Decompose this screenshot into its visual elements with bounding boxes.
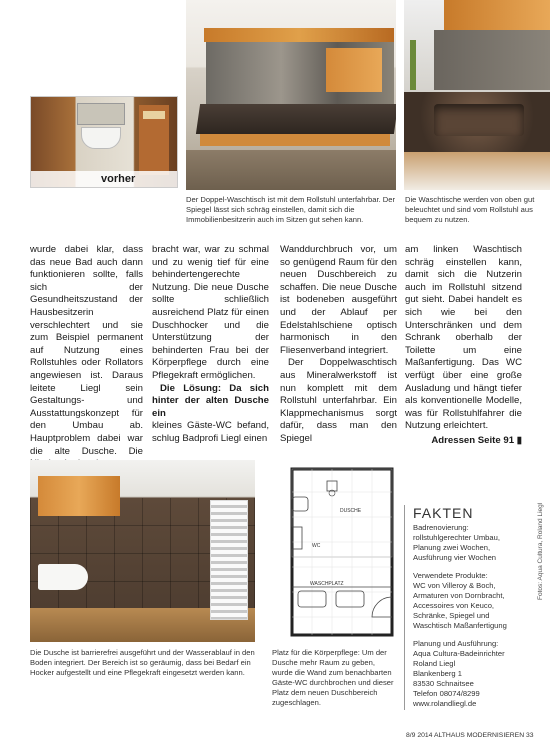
body-text: Wanddurchbruch vor, um so genügend Raum für den neuen Duschbereich zu schaffen. Die neue Dusche ist bodeneben ausgeführt und der Ablauf per Edelstahlschiene optisch harmonisch in den Fliesenverband integriert. <box>280 244 397 356</box>
shower-wc-photo <box>30 460 255 642</box>
washbasin-photo <box>404 0 550 190</box>
facts-block-contact <box>413 639 524 709</box>
facts-line: Waschtisch Maßanfertigung <box>413 621 507 630</box>
subheading: Die Lösung: Da sich hinter der alten Dusche ein <box>152 382 269 419</box>
facts-line: Roland Liegl <box>413 659 456 668</box>
before-label: vorher <box>31 171 178 187</box>
photo-credit: Fotos: Aqua Cultura, Roland Liegl <box>537 502 544 600</box>
body-text: kleines Gäste-WC befand, schlug Badprofi Liegl einen <box>152 420 269 444</box>
facts-block-products <box>413 571 524 631</box>
body-column-3 <box>280 244 397 446</box>
facts-box <box>404 505 524 710</box>
floor-plan-caption: Platz für die Körperpflege: Um der Dusche mehr Raum zu geben, wurde die Wand zum benachbarten Gäste-WC durchbrochen und dieser Platz dem neuen Duschbereich zugeschlagen. <box>272 648 394 707</box>
facts-line: Ausführung vier Wochen <box>413 553 497 562</box>
body-text: bracht war, war zu schmal und zu wenig tief für eine behindertengerechte Nutzung. Die neue Dusche sollte schließlich ausreichend Platz für einen Duschhocker und die Unterstützung der behinderten Frau bei der Körperpflege durch eine Pflegekraft ermöglichen. <box>152 244 269 381</box>
double-washstand-photo <box>186 0 396 190</box>
body-text: Der Doppelwaschtisch aus Mineralwerkstoff ist nun komplett mit dem Rollstuhl unterfahrbar. Ein Klappmechanismus sorgt dafür, dass man den Spiegel <box>280 357 397 444</box>
floor-plan <box>272 467 398 639</box>
body-column-1: wurde dabei klar, dass das neue Bad auch dann funktionieren sollte, falls sich der Gesundheitszustand der Hausbesitzerin verschlechtert und sie zum Beispiel permanent auf Nutzung eines Rollstuhles oder Rollators angewiesen ist. Daraus leitete Liegl sein Gestaltungs- und Ausstattungskonzept für den Umbau ab. Hauptproblem dabei war die alte Dusche. Die <box>30 244 143 457</box>
double-washstand-caption: Der Doppel-Waschtisch ist mit dem Rollstuhl unterfahrbar. Der Spiegel lässt sich schräg einstellen, damit sich die Immobilienbesitzerin auch im Sitzen gut sehen kann. <box>186 195 396 224</box>
facts-line: 83530 Schnaitsee <box>413 679 474 688</box>
before-photo <box>30 96 178 188</box>
facts-line: Blankenberg 1 <box>413 669 462 678</box>
facts-line: Verwendete Produkte: <box>413 571 488 580</box>
facts-line: Armaturen von Dornbracht, <box>413 591 505 600</box>
facts-line: rollstuhlgerechter Umbau, <box>413 533 500 542</box>
body-column-4 <box>405 244 522 448</box>
facts-line: WC von Villeroy & Boch, <box>413 581 496 590</box>
washbasin-caption: Die Waschtische werden von oben gut beleuchtet und sind vom Rollstuhl aus bequem zu nutzen. <box>405 195 535 224</box>
address-reference: Adressen Seite 91 ▮ <box>431 434 522 446</box>
facts-line: Aqua Cultura-Badeinrichter <box>413 649 505 658</box>
facts-line: Planung zwei Wochen, <box>413 543 491 552</box>
facts-line: Badrenovierung: <box>413 523 469 532</box>
plan-label-waschplatz: WASCHPLATZ <box>310 581 344 587</box>
body-column-2 <box>152 244 269 446</box>
facts-line: www.rolandliegl.de <box>413 699 477 708</box>
plan-label-wc: WC <box>312 543 321 549</box>
facts-block-renovation <box>413 523 524 563</box>
facts-line: Accessoires von Keuco, <box>413 601 495 610</box>
page-footer: 8/9 2014 ALTHAUS MODERNISIEREN 33 <box>406 732 534 739</box>
facts-line: Schränke, Spiegel und <box>413 611 490 620</box>
shower-caption: Die Dusche ist barrierefrei ausgeführt und der Wasserablauf in den Boden integriert. Der Bereich ist so geräumig, dass bei Bedarf ein Hocker aufgestellt und eine Pflegekraft eingesetzt werden kann. <box>30 648 255 677</box>
body-text: am linken Waschtisch schräg einstellen kann, damit sich die Nutzerin auch im Rollstuhl sitzend gut sieht. Dabei handelt es sich wie bei den Unterschränken und dem Schrank oberhalb der Toilette um eine Maßanfertigung. Das WC verfügt über eine große Ausladung und hängt tiefer als konventionelle Modelle, was für Rollstuhlfahrer die Nutzung erleichtert. <box>405 244 522 432</box>
plan-label-dusche: DUSCHE <box>340 508 362 514</box>
facts-title: FAKTEN <box>413 505 474 521</box>
facts-line: Planung und Ausführung: <box>413 639 499 648</box>
facts-line: Telefon 08074/8299 <box>413 689 480 698</box>
